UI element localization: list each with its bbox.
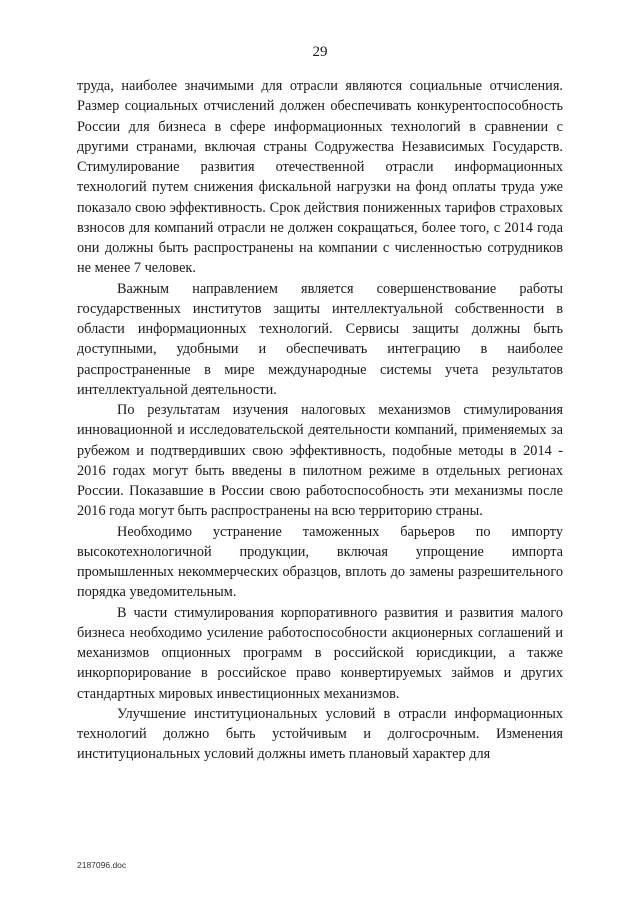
page-number: 29 [312, 44, 328, 60]
file-name-footer: 2187096.doc [77, 860, 127, 870]
paragraph: труда, наиболее значимыми для отрасли являются социальные отчисления. Размер социальных отчислений должен обеспечивать конкурентоспособность России для бизнеса в сфере информационных технологий в сравнении с другими странами, включая страны Содружества Независимых Государств. Стимулирование развития отечественной отрасли информационных технологий путем снижения фискальной нагрузки на фонд оплаты труда уже показало свою эффективность. Срок действия пониженных тарифов страховых взносов для компаний отрасли не должен сокращаться, более того, с 2014 года они должны быть распространены на компании с численностью сотрудников не менее 7 человек. [77, 78, 563, 277]
paragraph: Необходимо устранение таможенных барьеров по импорту высокотехнологичной продукции, включая упрощение импорта промышленных некоммерческих образцов, вплоть до замены разрешительного порядка уведомительным. [77, 523, 563, 601]
paragraph: По результатам изучения налоговых механизмов стимулирования инновационной и исследовательской деятельности компаний, применяемых за рубежом и подтвердивших свою эффективность, подобные методы в 2014 - 2016 годах могут быть введены в пилотном режиме в отдельных регионах России. Показавшие в России свою работоспособность эти механизмы после 2016 года могут быть распространены на всю территорию страны. [77, 402, 563, 520]
document-body [77, 76, 563, 765]
paragraph: В части стимулирования корпоративного развития и развития малого бизнеса необходимо усиление работоспособности акционерных соглашений и механизмов опционных программ в российской юрисдикции, а также инкорпорирование в российское право конвертируемых займов и других стандартных мировых инвестиционных механизмов. [77, 604, 563, 702]
paragraph: Улучшение институциональных условий в отрасли информационных технологий должно быть устойчивым и долгосрочным. Изменения институциональных условий должны иметь плановый характер для [77, 705, 563, 763]
paragraph: Важным направлением является совершенствование работы государственных институтов защиты интеллектуальной собственности в области информационных технологий. Сервисы защиты должны быть доступными, удобными и обеспечивать интеграцию в наиболее распространенные в мире международные системы учета результатов интеллектуальной деятельности. [77, 280, 563, 398]
